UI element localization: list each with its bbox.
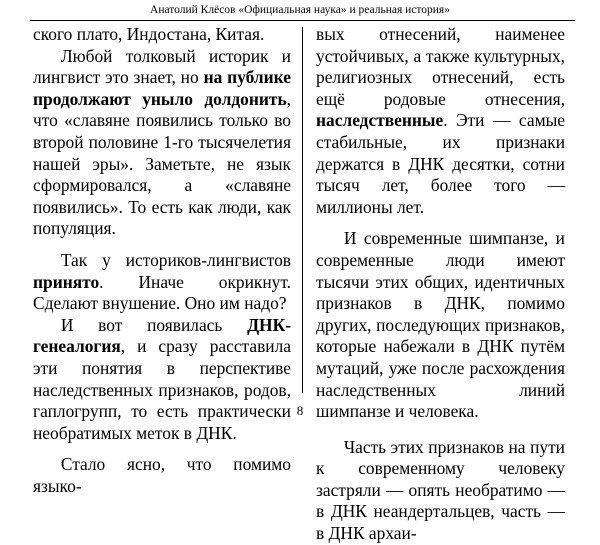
paragraph-text: , и сразу расставила эти понятия в перспективе наследственных признаков, родов, гаплогрупп, то есть практически необратимых меток в ДНК. xyxy=(33,336,291,443)
right-column xyxy=(316,24,565,545)
header-rule xyxy=(30,20,575,21)
bold-phrase: наследственные xyxy=(316,110,444,131)
bold-phrase: принято xyxy=(33,271,100,292)
paragraph xyxy=(33,315,291,445)
paragraph: Стало ясно, что помимо языко- xyxy=(33,454,291,496)
paragraph: И современные шимпанзе, и современные люди имеют тысячи этих общих, идентичных признаков в ДНК, помимо других, последующих признаков, которые набежали в ДНК путём мутаций, уже после расхождения наследственных линий шимпанзе и человека. xyxy=(316,228,565,422)
paragraph-text: , что «славяне появились только во второй половине 1-го тысячелетия нашей эры». Заметьте, не язык сформировался, а «славяне появились». То есть как люди, как популяция. xyxy=(33,88,291,239)
paragraph: Часть этих признаков на пути к современному человеку застряли — опять необратимо — в ДНК неандертальцев, часть — в ДНК архаи- xyxy=(316,436,565,544)
paragraph-text: Так у историков-лингвистов xyxy=(60,249,291,270)
column-divider xyxy=(302,27,303,393)
bold-phrase: ДНК-генеалогия xyxy=(33,314,291,357)
page-number: 8 xyxy=(296,403,304,418)
paragraph-text: вых отнесений, наименее устойчивых, а также культурных, религиозных отнесений, есть ещё родовые отнесения, xyxy=(316,24,565,109)
running-head: Анатолий Клёсов «Официальная наука» и реальная история» xyxy=(150,4,450,16)
paragraph-text: И вот появилась xyxy=(60,314,248,335)
left-column xyxy=(33,24,291,497)
paragraph xyxy=(316,24,565,218)
paragraph: ского плато, Индостана, Китая. xyxy=(33,24,265,44)
paragraph-text: . Иначе окрикнут. Сделают внушение. Оно им надо? xyxy=(33,271,291,314)
paragraph-text: Любой толковый историк и лингвист это знает, но xyxy=(33,45,291,88)
paragraph-text: . Эти — самые стабильные, их признаки держатся в ДНК десятки, сотни тысяч лет, более того — миллионы лет. xyxy=(316,110,565,217)
paragraph xyxy=(33,46,291,240)
paragraph xyxy=(33,250,291,315)
bold-phrase: на публике продолжают уныло долдонить xyxy=(33,67,291,109)
